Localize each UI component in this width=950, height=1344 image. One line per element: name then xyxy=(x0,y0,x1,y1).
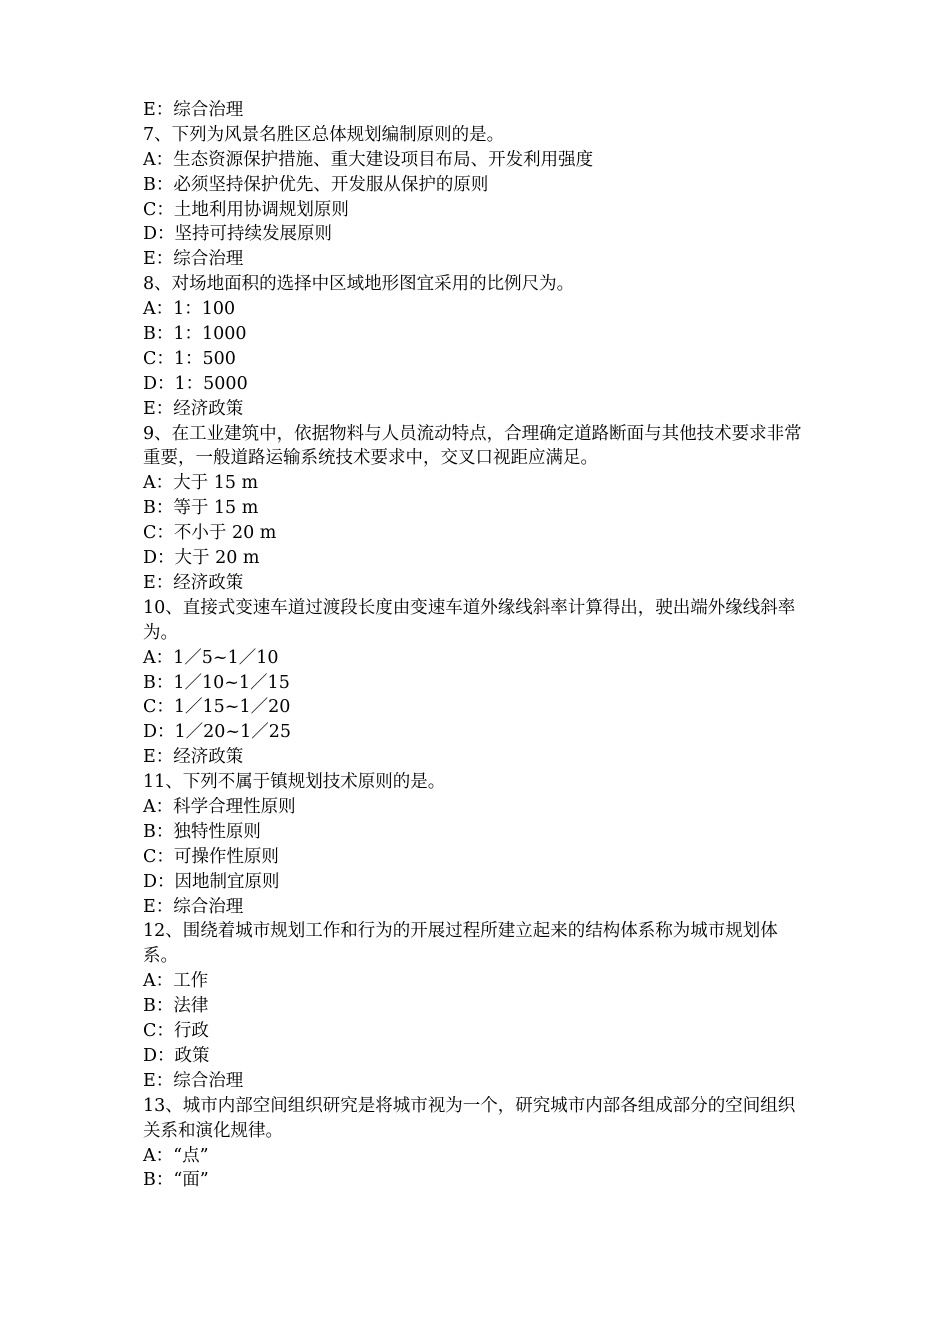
question-stem: 9、在工业建筑中，依据物料与人员流动特点，合理确定道路断面与其他技术要求非常重要，一般道路运输系统技术要求中，交叉口视距应满足。 xyxy=(143,423,802,469)
option-e: E：综合治理 xyxy=(143,249,244,270)
option-c: C：不小于 20 m xyxy=(143,523,277,544)
question-7 xyxy=(143,123,811,272)
option-a: A：生态资源保护措施、重大建设项目布局、开发利用强度 xyxy=(143,149,594,170)
option-a: A：科学合理性原则 xyxy=(143,797,296,817)
question-stem: 11、下列不属于镇规划技术原则的是。 xyxy=(143,772,446,793)
option-d: D：1：5000 xyxy=(143,373,248,394)
question-13 xyxy=(143,1094,811,1194)
option-b: B：法律 xyxy=(143,996,209,1017)
option-c: C：行政 xyxy=(143,1021,209,1042)
option-e: E：综合治理 xyxy=(143,896,244,917)
option-d: D：大于 20 m xyxy=(143,548,260,569)
option-a: A：“点” xyxy=(143,1145,209,1166)
question-stem: 8、对场地面积的选择中区域地形图宜采用的比例尺为。 xyxy=(143,274,575,295)
question-8 xyxy=(143,272,811,421)
option-e: E：经济政策 xyxy=(143,572,244,593)
option-e: E：经济政策 xyxy=(143,398,244,419)
option-b: B：独特性原则 xyxy=(143,821,261,842)
leading-option-e: E：综合治理 xyxy=(143,100,244,120)
option-c: C：1／15~1／20 xyxy=(143,697,291,718)
question-stem: 10、直接式变速车道过渡段长度由变速车道外缘线斜率计算得出，驶出端外缘线斜率为。 xyxy=(143,597,796,643)
option-d: D：坚持可持续发展原则 xyxy=(143,224,333,245)
option-b: B：必须坚持保护优先、开发服从保护的原则 xyxy=(143,174,489,195)
option-c: C：可操作性原则 xyxy=(143,846,279,867)
option-d: D：因地制宜原则 xyxy=(143,871,280,892)
option-a: A：1／5~1／10 xyxy=(143,647,279,668)
option-c: C：土地利用协调规划原则 xyxy=(143,199,349,220)
question-stem: 12、围绕着城市规划工作和行为的开展过程所建立起来的结构体系称为城市规划体系。 xyxy=(143,921,778,967)
option-e: E：综合治理 xyxy=(143,1070,244,1091)
question-11 xyxy=(143,770,811,919)
question-10 xyxy=(143,596,811,770)
option-d: D：1／20~1／25 xyxy=(143,722,291,743)
option-b: B：1／10~1／15 xyxy=(143,672,290,693)
option-a: A：1：100 xyxy=(143,299,236,320)
option-b: B：“面” xyxy=(143,1170,209,1191)
option-b: B：等于 15 m xyxy=(143,498,259,519)
option-c: C：1：500 xyxy=(143,348,236,369)
question-stem: 7、下列为风景名胜区总体规划编制原则的是。 xyxy=(143,124,505,145)
option-a: A：大于 15 m xyxy=(143,473,259,494)
option-d: D：政策 xyxy=(143,1045,210,1066)
question-list xyxy=(143,98,811,1193)
question-12 xyxy=(143,919,811,1093)
option-e: E：经济政策 xyxy=(143,747,244,768)
question-9 xyxy=(143,422,811,596)
option-b: B：1：1000 xyxy=(143,324,247,345)
option-a: A：工作 xyxy=(143,971,209,992)
question-stem: 13、城市内部空间组织研究是将城市视为一个，研究城市内部各组成部分的空间组织关系和演化规律。 xyxy=(143,1095,796,1141)
